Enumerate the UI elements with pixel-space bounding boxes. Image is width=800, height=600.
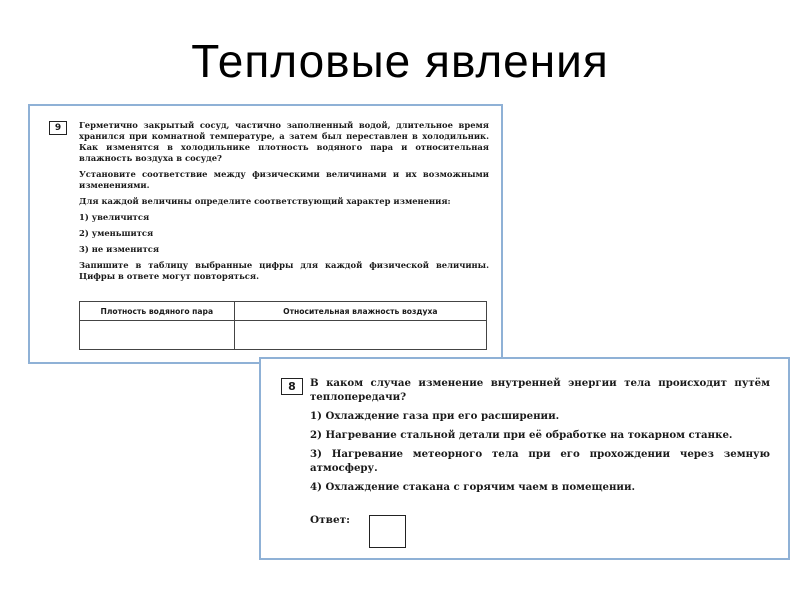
question-8-card — [259, 357, 790, 560]
answer-cell-relative-humidity[interactable] — [234, 321, 486, 350]
option-3: 3) Нагревание метеорного тела при его прохождении через земную атмосферу. — [310, 448, 770, 474]
table-header-relative-humidity: Относительная влажность воздуха — [234, 302, 486, 321]
answer-table — [79, 301, 487, 350]
question-9-text — [79, 120, 489, 287]
question-8-text — [310, 376, 770, 499]
question-9-instruction: Установите соответствие между физическими величинами и их возможными изменениями. — [79, 169, 489, 190]
table-header-vapor-density: Плотность водяного пара — [80, 302, 235, 321]
slide-title: Тепловые явления — [191, 35, 609, 87]
question-9-statement: Герметично закрытый сосуд, частично заполненный водой, длительное время хранился при комнатной температуре, а затем был переставлен в холодильник. Как изменятся в холодильнике плотность водяного пара и относительная влажность воздуха в сосуде? — [79, 120, 489, 163]
answer-label: Ответ: — [310, 514, 351, 526]
question-9-instruction: Для каждой величины определите соответствующий характер изменения: — [79, 196, 451, 206]
option-increase: 1) увеличится — [79, 212, 150, 222]
question-9-card — [28, 104, 503, 364]
question-8-statement: В каком случае изменение внутренней энергии тела происходит путём теплопередачи? — [310, 377, 770, 403]
answer-box[interactable] — [369, 515, 406, 548]
option-2: 2) Нагревание стальной детали при её обработке на токарном станке. — [310, 429, 733, 441]
answer-cell-vapor-density[interactable] — [80, 321, 235, 350]
option-4: 4) Охлаждение стакана с горячим чаем в помещении. — [310, 481, 636, 493]
question-number-badge: 8 — [281, 378, 303, 395]
option-decrease: 2) уменьшится — [79, 228, 154, 238]
question-9-instruction: Запишите в таблицу выбранные цифры для каждой физической величины. Цифры в ответе могут повторяться. — [79, 260, 489, 281]
option-no-change: 3) не изменится — [79, 244, 160, 254]
question-number-badge: 9 — [49, 121, 67, 135]
option-1: 1) Охлаждение газа при его расширении. — [310, 410, 560, 422]
